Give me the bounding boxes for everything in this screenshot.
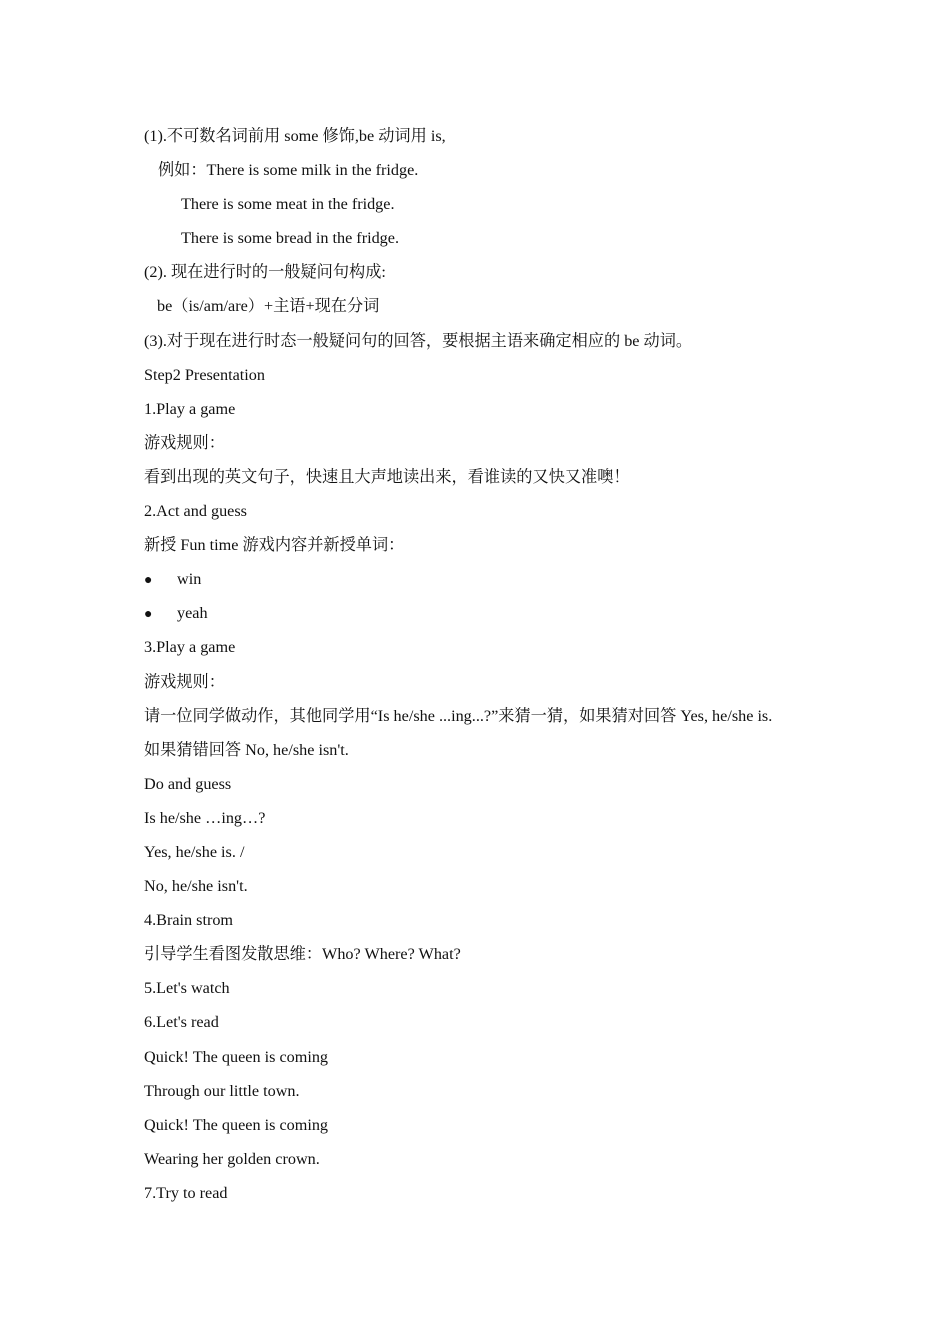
text-line: (2). 现在进行时的一般疑问句构成: <box>144 263 386 282</box>
text-line: No, he/she isn't. <box>144 877 248 896</box>
bullet-item <box>144 601 824 635</box>
text-line: 游戏规则： <box>144 672 225 691</box>
text-line: Do and guess <box>144 774 232 793</box>
text-line: There is some bread in the fridge. <box>181 229 400 248</box>
text-line: 7.Try to read <box>144 1183 228 1202</box>
bullet-icon: ● <box>144 607 153 623</box>
text-line: (3).对于现在进行时态一般疑问句的回答，要根据主语来确定相应的 be 动词。 <box>144 331 693 350</box>
text-line: 新授 Fun time 游戏内容并新授单词： <box>144 536 405 555</box>
text-line: 游戏规则： <box>144 433 225 452</box>
bullet-item-label: yeah <box>177 604 208 623</box>
bullet-item <box>144 567 824 601</box>
section-heading: Step2 Presentation <box>144 365 265 384</box>
text-line: 引导学生看图发散思维：Who? Where? What? <box>144 945 461 964</box>
document-body <box>144 124 824 1215</box>
bullet-item-label: win <box>177 570 202 589</box>
bullet-icon: ● <box>144 573 153 589</box>
text-line: 例如：There is some milk in the fridge. <box>158 161 419 180</box>
text-line: 2.Act and guess <box>144 502 247 521</box>
text-line: Wearing her golden crown. <box>144 1149 320 1168</box>
text-line: Is he/she …ing…? <box>144 808 266 827</box>
text-line: 3.Play a game <box>144 638 236 657</box>
text-line: Quick! The queen is coming <box>144 1047 329 1066</box>
text-line: Quick! The queen is coming <box>144 1115 329 1134</box>
text-line: be（is/am/are）+主语+现在分词 <box>157 297 380 316</box>
text-line: Yes, he/she is. / <box>144 842 245 861</box>
text-line: 请一位同学做动作，其他同学用“Is he/she ...ing...?”来猜一猜，如果猜对回答 Yes, he/she is. <box>144 706 773 725</box>
text-line: 4.Brain strom <box>144 911 234 930</box>
text-line: 看到出现的英文句子，快速且大声地读出来，看谁读的又快又准噢！ <box>144 467 630 486</box>
text-line: 如果猜错回答 No, he/she isn't. <box>144 740 349 759</box>
text-line: There is some meat in the fridge. <box>181 195 395 214</box>
text-line: (1).不可数名词前用 some 修饰,be 动词用 is, <box>144 127 446 145</box>
text-line: Through our little town. <box>144 1081 300 1100</box>
text-line: 6.Let's read <box>144 1013 219 1032</box>
text-line: 5.Let's watch <box>144 979 230 998</box>
text-line: 1.Play a game <box>144 399 236 418</box>
